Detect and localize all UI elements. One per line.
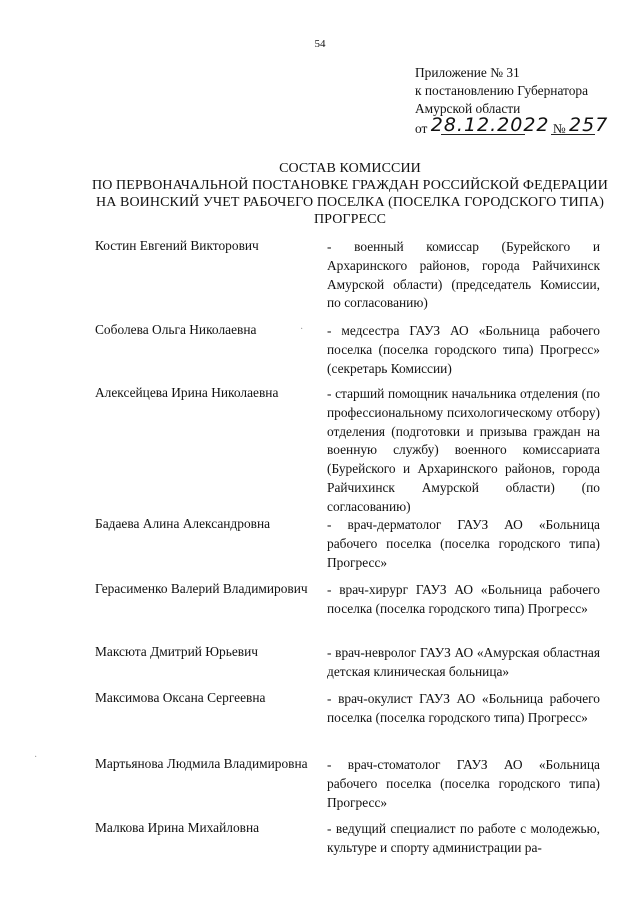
member-name: Соболева Ольга Николаевна [95,322,257,337]
member-role: - врач-дерматолог ГАУЗ АО «Больница рабочего поселка (поселка городского типа) Прогресс» [327,517,600,570]
appendix-block [415,64,608,138]
appendix-line-3: Амурской области [415,101,521,116]
member-role: - ведущий специалист по работе с молодежью, культуре и спорту администрации ра- [327,821,600,855]
member-role: - врач-невролог ГАУЗ АО «Амурская областная детская клиническая больница» [327,645,600,679]
member-role: - медсестра ГАУЗ АО «Больница рабочего поселка (поселка городского типа) Прогресс» (секретарь Комиссии) [327,323,600,376]
title-line-1: СОСТАВ КОМИССИИ [279,161,421,176]
number-underline [551,134,595,135]
member-name: Мартьянова Людмила Владимировна [95,756,308,771]
member-name: Максимова Оксана Сергеевна [95,690,266,705]
from-label: от [415,121,428,136]
appendix-date-line [415,114,609,138]
appendix-line-2: к постановлению Губернатора [415,83,589,98]
member-name: Костин Евгений Викторович [95,238,259,253]
title-line-3: НА ВОИНСКИЙ УЧЕТ РАБОЧЕГО ПОСЕЛКА (ПОСЕЛКА ГОРОДСКОГО ТИПА) [96,195,604,210]
scan-speck: · [34,752,38,763]
member-role: - врач-окулист ГАУЗ АО «Больница рабочего поселка (поселка городского типа) Прогресс» [327,691,600,725]
date-underline [441,134,525,135]
member-name: Максюта Дмитрий Юрьевич [95,644,258,659]
member-role: - старший помощник начальника отделения (по профессиональному психологическому отбору) отделения (подготовки и призыва граждан на военную службу) военного комиссариата (Бурейского и Архаринского районов, города Райчихинск Амурской области) (по согласованию) [327,386,600,514]
document-title [60,160,640,228]
title-line-4: ПРОГРЕСС [313,212,387,227]
handwritten-number: 257 [569,114,609,136]
member-role: - врач-стоматолог ГАУЗ АО «Больница рабочего поселка (поселка городского типа) Прогресс» [327,757,600,810]
handwritten-date: 28.12.2022 [430,114,550,136]
member-name: Бадаева Алина Александровна [95,516,271,531]
member-name: Герасименко Валерий Владимирович [95,581,308,596]
number-label: № [552,121,566,136]
title-line-2: ПО ПЕРВОНАЧАЛЬНОЙ ПОСТАНОВКЕ ГРАЖДАН РОССИЙСКОЙ ФЕДЕРАЦИИ [92,178,608,193]
member-name: Малкова Ирина Михайловна [95,820,260,835]
member-role: - врач-хирург ГАУЗ АО «Больница рабочего поселка (поселка городского типа) Прогресс» [327,582,600,616]
scan-speck: · [300,324,304,335]
member-role: - военный комиссар (Бурейского и Архаринского районов, города Райчихинск Амурской области) (председатель Комиссии, по согласованию) [327,239,600,311]
appendix-line-1: Приложение № 31 [415,65,520,80]
page-number: 54 [314,38,326,50]
member-name: Алексейцева Ирина Николаевна [95,385,279,400]
